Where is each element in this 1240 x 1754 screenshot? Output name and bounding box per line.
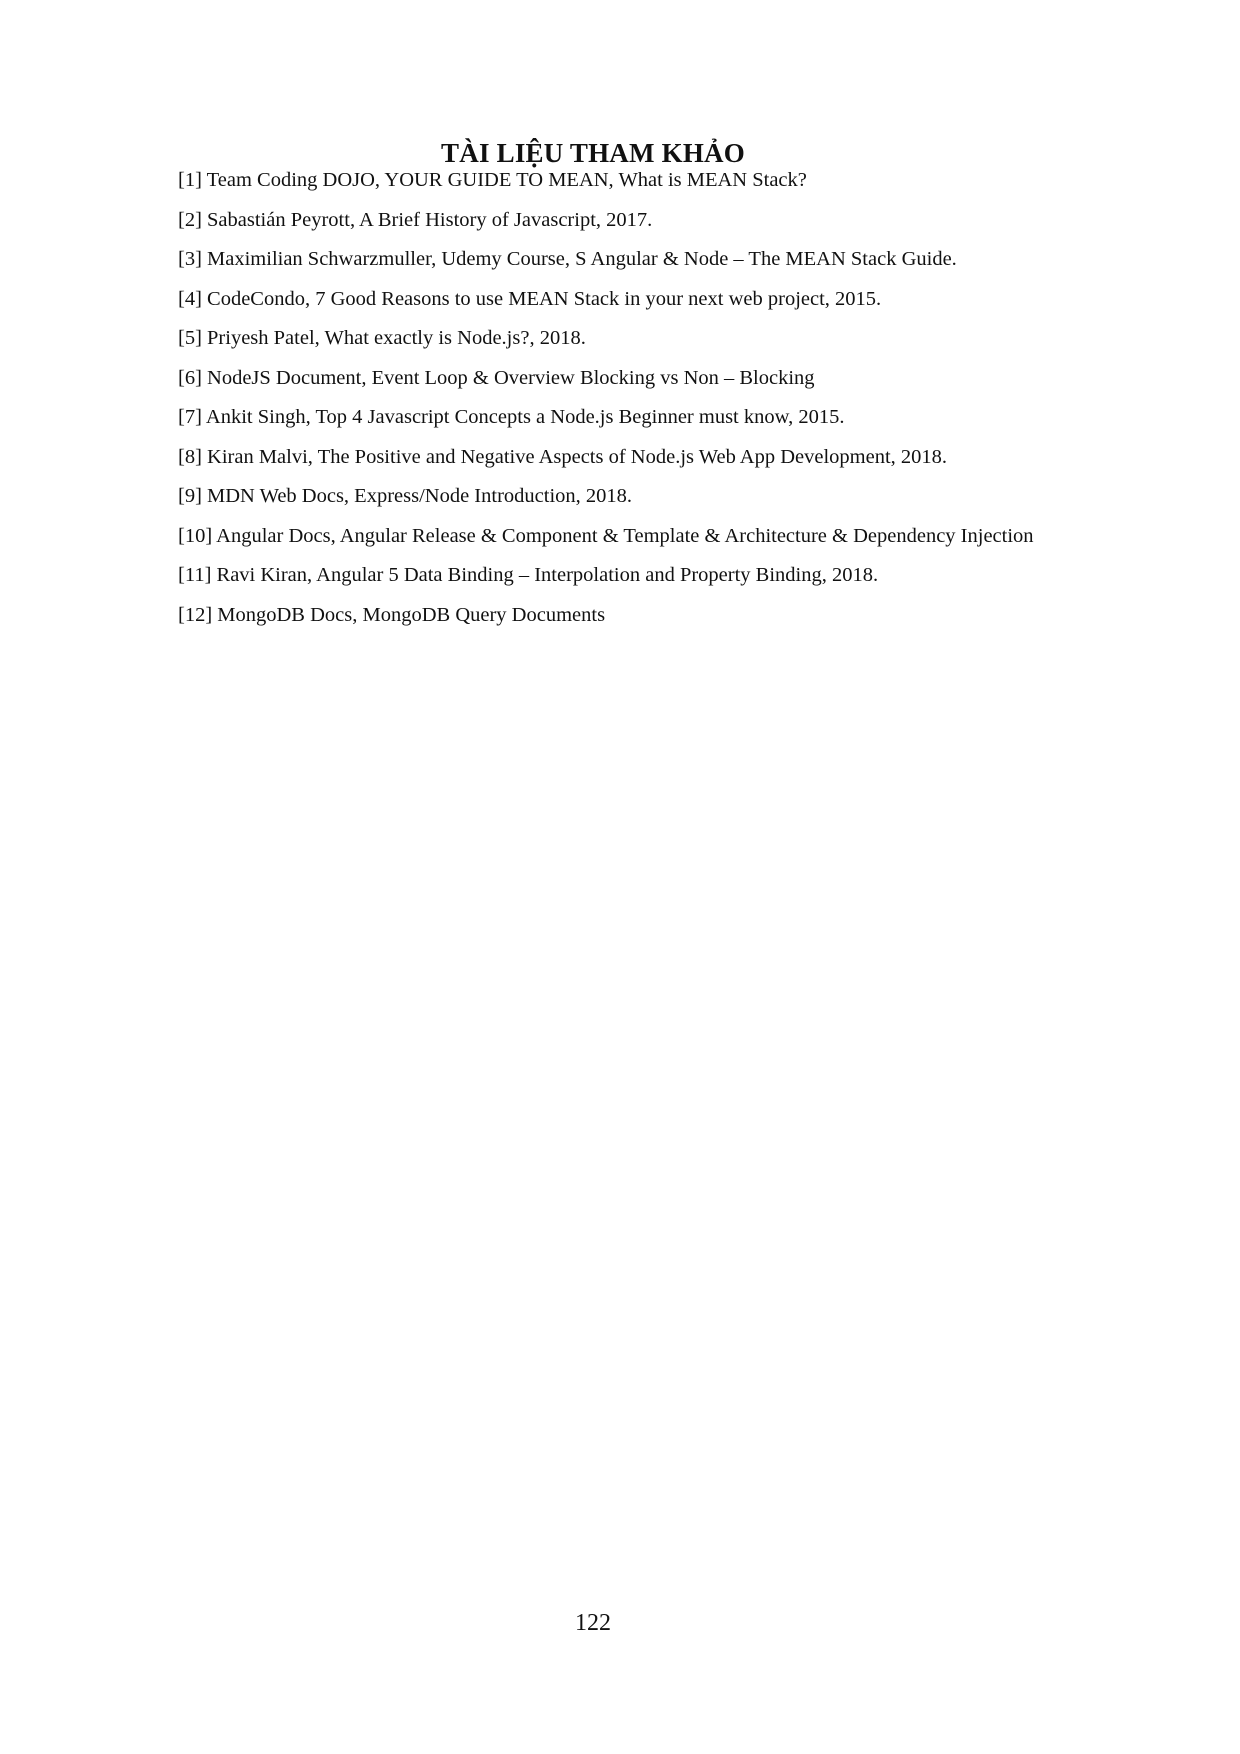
reference-item: [5] Priyesh Patel, What exactly is Node.js?, 2018.	[178, 327, 586, 349]
reference-item: [12] MongoDB Docs, MongoDB Query Documents	[178, 603, 606, 626]
reference-item: [9] MDN Web Docs, Express/Node Introduction, 2018.	[178, 485, 633, 507]
page-number: 122	[575, 1610, 611, 1636]
reference-item: [1] Team Coding DOJO, YOUR GUIDE TO MEAN, What is MEAN Stack?	[178, 169, 807, 191]
reference-item: [4] CodeCondo, 7 Good Reasons to use MEAN Stack in your next web project, 2015.	[178, 287, 882, 310]
reference-item: [11] Ravi Kiran, Angular 5 Data Binding – Interpolation and Property Binding, 2018.	[178, 564, 879, 586]
reference-item: [2] Sabastián Peyrott, A Brief History of Javascript, 2017.	[178, 208, 653, 231]
reference-item: [10] Angular Docs, Angular Release & Component & Template & Architecture & Dependency Injection	[178, 524, 1034, 547]
reference-item: [6] NodeJS Document, Event Loop & Overview Blocking vs Non – Blocking	[178, 366, 815, 389]
reference-item: [3] Maximilian Schwarzmuller, Udemy Course, S Angular & Node – The MEAN Stack Guide.	[178, 248, 957, 270]
reference-item: [7] Ankit Singh, Top 4 Javascript Concepts a Node.js Beginner must know, 2015.	[178, 406, 845, 428]
page-title: TÀI LIỆU THAM KHẢO	[441, 138, 745, 169]
reference-list	[178, 167, 1178, 641]
reference-item: [8] Kiran Malvi, The Positive and Negative Aspects of Node.js Web App Development, 2018.	[178, 445, 948, 468]
